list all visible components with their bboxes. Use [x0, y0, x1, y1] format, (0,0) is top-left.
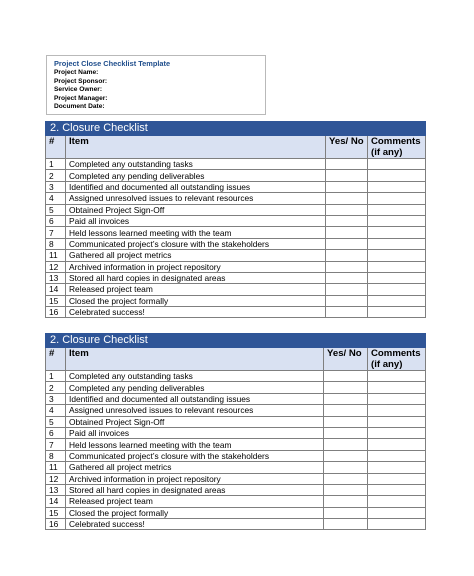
row-yes-no-cell[interactable]	[326, 193, 368, 204]
row-number: 1	[46, 159, 66, 170]
row-yes-no-cell[interactable]	[324, 371, 368, 382]
table-row	[46, 193, 426, 204]
row-item: Paid all invoices	[66, 427, 324, 438]
table-row	[46, 439, 426, 450]
row-yes-no-cell[interactable]	[326, 159, 368, 170]
row-comments-cell[interactable]	[368, 261, 426, 272]
table-row	[46, 484, 426, 495]
table-row	[46, 393, 426, 404]
row-item: Assigned unresolved issues to relevant resources	[66, 405, 324, 416]
row-number: 11	[46, 462, 66, 473]
row-comments-cell[interactable]	[368, 496, 426, 507]
row-yes-no-cell[interactable]	[326, 215, 368, 226]
row-comments-cell[interactable]	[368, 284, 426, 295]
row-yes-no-cell[interactable]	[326, 272, 368, 283]
table-row	[46, 181, 426, 192]
row-yes-no-cell[interactable]	[324, 393, 368, 404]
row-number: 7	[46, 439, 66, 450]
row-yes-no-cell[interactable]	[324, 519, 368, 530]
row-number: 1	[46, 371, 66, 382]
table-row	[46, 227, 426, 238]
row-yes-no-cell[interactable]	[324, 473, 368, 484]
row-yes-no-cell[interactable]	[324, 496, 368, 507]
row-comments-cell[interactable]	[368, 159, 426, 170]
row-yes-no-cell[interactable]	[326, 170, 368, 181]
row-comments-cell[interactable]	[368, 250, 426, 261]
row-comments-cell[interactable]	[368, 215, 426, 226]
row-number: 13	[46, 484, 66, 495]
row-item: Held lessons learned meeting with the team	[66, 439, 324, 450]
row-comments-cell[interactable]	[368, 450, 426, 461]
row-number: 14	[46, 496, 66, 507]
row-item: Archived information in project repository	[66, 473, 324, 484]
table-title: 2. Closure Checklist	[46, 334, 426, 348]
table-row	[46, 427, 426, 438]
row-number: 3	[46, 181, 66, 192]
row-yes-no-cell[interactable]	[324, 450, 368, 461]
row-item: Released project team	[66, 496, 324, 507]
row-yes-no-cell[interactable]	[326, 238, 368, 249]
row-item: Completed any outstanding tasks	[66, 371, 324, 382]
row-comments-cell[interactable]	[368, 272, 426, 283]
row-number: 8	[46, 450, 66, 461]
row-number: 12	[46, 261, 66, 272]
row-item: Released project team	[66, 284, 326, 295]
table-row	[46, 382, 426, 393]
row-number: 5	[46, 204, 66, 215]
row-number: 15	[46, 295, 66, 306]
row-yes-no-cell[interactable]	[324, 416, 368, 427]
document-header	[46, 55, 266, 115]
row-item: Communicated project’s closure with the stakeholders	[66, 450, 324, 461]
row-yes-no-cell[interactable]	[326, 250, 368, 261]
row-yes-no-cell[interactable]	[324, 427, 368, 438]
closure-checklist-table	[45, 333, 426, 530]
row-item: Closed the project formally	[66, 295, 326, 306]
row-yes-no-cell[interactable]	[324, 462, 368, 473]
table-row	[46, 215, 426, 226]
row-comments-cell[interactable]	[368, 405, 426, 416]
table-row	[46, 159, 426, 170]
row-item: Stored all hard copies in designated areas	[66, 484, 324, 495]
row-item: Stored all hard copies in designated areas	[66, 272, 326, 283]
row-number: 16	[46, 307, 66, 318]
table-title-row	[46, 122, 426, 136]
row-item: Communicated project’s closure with the stakeholders	[66, 238, 326, 249]
table-row	[46, 295, 426, 306]
table-row	[46, 284, 426, 295]
table-row	[46, 204, 426, 215]
row-yes-no-cell[interactable]	[326, 181, 368, 192]
row-item: Obtained Project Sign-Off	[66, 416, 324, 427]
column-header-item: Item	[66, 348, 324, 371]
row-comments-cell[interactable]	[368, 393, 426, 404]
row-number: 4	[46, 405, 66, 416]
row-number: 15	[46, 507, 66, 518]
row-comments-cell[interactable]	[368, 427, 426, 438]
row-comments-cell[interactable]	[368, 193, 426, 204]
row-yes-no-cell[interactable]	[326, 284, 368, 295]
row-comments-cell[interactable]	[368, 371, 426, 382]
document-title: Project Close Checklist Template	[54, 59, 171, 68]
field-project-sponsor: Project Sponsor:	[54, 77, 108, 85]
row-yes-no-cell[interactable]	[326, 204, 368, 215]
table-row	[46, 250, 426, 261]
row-number: 12	[46, 473, 66, 484]
row-number: 2	[46, 382, 66, 393]
row-item: Completed any pending deliverables	[66, 382, 324, 393]
table-row	[46, 170, 426, 181]
row-comments-cell[interactable]	[368, 519, 426, 530]
row-comments-cell[interactable]	[368, 382, 426, 393]
row-item: Completed any outstanding tasks	[66, 159, 326, 170]
row-yes-no-cell[interactable]	[326, 261, 368, 272]
field-document-date: Document Date:	[54, 103, 105, 110]
row-item: Gathered all project metrics	[66, 250, 326, 261]
table-row	[46, 450, 426, 461]
row-item: Held lessons learned meeting with the team	[66, 227, 326, 238]
row-item: Celebrated success!	[66, 519, 324, 530]
row-item: Identified and documented all outstanding issues	[66, 181, 326, 192]
row-item: Assigned unresolved issues to relevant resources	[66, 193, 326, 204]
table-header-row	[46, 136, 426, 159]
table-row	[46, 519, 426, 530]
row-comments-cell[interactable]	[368, 473, 426, 484]
row-yes-no-cell[interactable]	[324, 484, 368, 495]
closure-checklist-table	[45, 121, 426, 318]
row-item: Closed the project formally	[66, 507, 324, 518]
row-comments-cell[interactable]	[368, 170, 426, 181]
row-item: Paid all invoices	[66, 215, 326, 226]
table-row	[46, 261, 426, 272]
field-project-name: Project Name:	[54, 69, 99, 76]
row-number: 2	[46, 170, 66, 181]
row-number: 6	[46, 215, 66, 226]
column-header-comments: Comments (if any)	[368, 136, 426, 159]
row-yes-no-cell[interactable]	[326, 307, 368, 318]
row-yes-no-cell[interactable]	[324, 439, 368, 450]
table-row	[46, 238, 426, 249]
row-item: Gathered all project metrics	[66, 462, 324, 473]
row-comments-cell[interactable]	[368, 307, 426, 318]
row-comments-cell[interactable]	[368, 462, 426, 473]
row-item: Identified and documented all outstanding issues	[66, 393, 324, 404]
table-row	[46, 307, 426, 318]
row-number: 13	[46, 272, 66, 283]
table-row	[46, 496, 426, 507]
row-number: 6	[46, 427, 66, 438]
row-number: 14	[46, 284, 66, 295]
row-number: 5	[46, 416, 66, 427]
field-project-manager: Project Manager:	[54, 94, 108, 102]
row-comments-cell[interactable]	[368, 204, 426, 215]
row-item: Celebrated success!	[66, 307, 326, 318]
row-item: Archived information in project repository	[66, 261, 326, 272]
row-comments-cell[interactable]	[368, 181, 426, 192]
row-number: 4	[46, 193, 66, 204]
row-comments-cell[interactable]	[368, 416, 426, 427]
row-yes-no-cell[interactable]	[326, 295, 368, 306]
row-yes-no-cell[interactable]	[326, 227, 368, 238]
table-row	[46, 416, 426, 427]
row-item: Obtained Project Sign-Off	[66, 204, 326, 215]
column-header-number: #	[46, 348, 66, 371]
table-row	[46, 371, 426, 382]
row-comments-cell[interactable]	[368, 295, 426, 306]
column-header-yes-no: Yes/ No	[326, 136, 368, 159]
row-number: 7	[46, 227, 66, 238]
row-yes-no-cell[interactable]	[324, 405, 368, 416]
table-row	[46, 507, 426, 518]
row-number: 11	[46, 250, 66, 261]
table-row	[46, 272, 426, 283]
row-number: 8	[46, 238, 66, 249]
table-title: 2. Closure Checklist	[46, 122, 426, 136]
field-service-owner: Service Owner:	[54, 86, 103, 93]
table-row	[46, 462, 426, 473]
row-comments-cell[interactable]	[368, 484, 426, 495]
table-row	[46, 473, 426, 484]
row-comments-cell[interactable]	[368, 238, 426, 249]
row-number: 3	[46, 393, 66, 404]
column-header-yes-no: Yes/ No	[324, 348, 368, 371]
column-header-item: Item	[66, 136, 326, 159]
row-yes-no-cell[interactable]	[324, 382, 368, 393]
row-comments-cell[interactable]	[368, 439, 426, 450]
column-header-number: #	[46, 136, 66, 159]
row-yes-no-cell[interactable]	[324, 507, 368, 518]
table-row	[46, 405, 426, 416]
table-header-row	[46, 348, 426, 371]
row-number: 16	[46, 519, 66, 530]
row-comments-cell[interactable]	[368, 227, 426, 238]
row-item: Completed any pending deliverables	[66, 170, 326, 181]
row-comments-cell[interactable]	[368, 507, 426, 518]
column-header-comments: Comments (if any)	[368, 348, 426, 371]
table-title-row	[46, 334, 426, 348]
